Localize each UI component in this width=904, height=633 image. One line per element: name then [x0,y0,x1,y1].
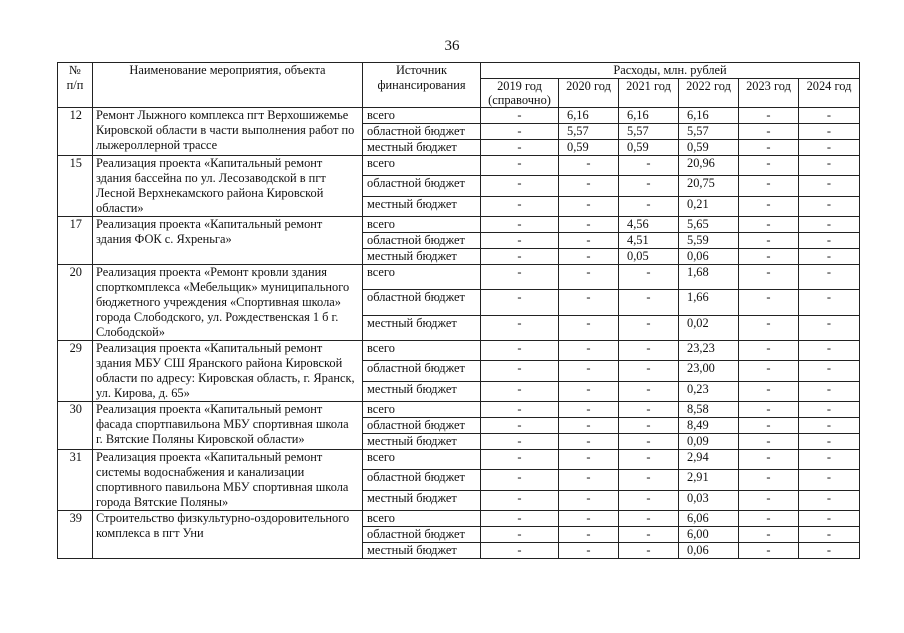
funding-source: всего [363,217,481,233]
funding-source: всего [363,511,481,527]
amount-cell: 8,49 [679,418,739,434]
amount-cell: - [799,361,860,381]
amount-cell: - [619,450,679,470]
amount-cell: - [739,470,799,490]
project-name: Реализация проекта «Капитальный ремонт системы водоснабжения и канализации спортивного павильона МБУ спортивная школа города Вятские Поляны» [93,450,363,511]
amount-cell: 4,51 [619,233,679,249]
amount-cell: - [619,511,679,527]
amount-cell: - [481,108,559,124]
amount-cell: - [739,217,799,233]
amount-cell: - [799,470,860,490]
amount-cell: - [481,249,559,265]
amount-cell: - [559,315,619,340]
amount-cell: - [619,196,679,216]
project-name: Реализация проекта «Капитальный ремонт здания ФОК с. Яхреньга» [93,217,363,265]
table-row [58,402,860,418]
project-name: Ремонт Лыжного комплекса пгт Верхошижемье Кировской области в части выполнения работ по лыжероллерной трассе [93,108,363,156]
amount-cell: - [559,176,619,196]
row-number: 30 [58,402,93,450]
amount-cell: - [481,315,559,340]
amount-cell: - [559,381,619,401]
amount-cell: - [619,402,679,418]
amount-cell: - [619,156,679,176]
amount-cell: - [559,361,619,381]
project-name: Реализация проекта «Ремонт кровли здания спорткомплекса «Мебельщик» муниципального бюджетного учреждения «Спортивная школа» города Слободского, ул. Рождественская 1 б г. Слободской» [93,265,363,341]
funding-source: областной бюджет [363,361,481,381]
amount-cell: - [481,402,559,418]
table-row [58,265,860,290]
amount-cell: - [799,233,860,249]
amount-cell: 23,23 [679,341,739,361]
amount-cell: - [799,290,860,315]
amount-cell: 6,16 [559,108,619,124]
amount-cell: - [739,402,799,418]
funding-source: местный бюджет [363,315,481,340]
amount-cell: - [739,341,799,361]
amount-cell: - [739,233,799,249]
amount-cell: - [739,265,799,290]
amount-cell: - [559,196,619,216]
amount-cell: - [481,341,559,361]
funding-source: всего [363,402,481,418]
row-number: 12 [58,108,93,156]
amount-cell: - [799,450,860,470]
table-row [58,108,860,124]
amount-cell: - [619,470,679,490]
amount-cell: 0,59 [559,140,619,156]
amount-cell: - [739,196,799,216]
amount-cell: - [481,290,559,315]
amount-cell: 2,94 [679,450,739,470]
row-number: 31 [58,450,93,511]
funding-source: областной бюджет [363,176,481,196]
amount-cell: - [481,418,559,434]
amount-cell: - [739,108,799,124]
header-year: 2024 год [799,79,860,108]
amount-cell: - [481,124,559,140]
amount-cell: 0,59 [619,140,679,156]
amount-cell: 6,06 [679,511,739,527]
project-name: Реализация проекта «Капитальный ремонт здания бассейна по ул. Лесозаводской в пгт Лесной Верхнекамского района Кировской области» [93,156,363,217]
amount-cell: - [559,402,619,418]
funding-source: местный бюджет [363,543,481,559]
amount-cell: - [481,490,559,510]
amount-cell: - [481,140,559,156]
amount-cell: - [799,124,860,140]
amount-cell: - [559,233,619,249]
amount-cell: - [559,341,619,361]
amount-cell: - [739,140,799,156]
funding-source: местный бюджет [363,434,481,450]
funding-source: областной бюджет [363,470,481,490]
amount-cell: - [739,361,799,381]
row-number: 39 [58,511,93,559]
amount-cell: - [559,511,619,527]
amount-cell: - [739,156,799,176]
amount-cell: - [559,434,619,450]
amount-cell: - [481,156,559,176]
amount-cell: - [799,511,860,527]
amount-cell: 0,05 [619,249,679,265]
amount-cell: - [619,176,679,196]
row-number: 17 [58,217,93,265]
header-year: 2023 год [739,79,799,108]
amount-cell: - [559,217,619,233]
amount-cell: - [799,140,860,156]
amount-cell: - [799,381,860,401]
amount-cell: 20,96 [679,156,739,176]
amount-cell: - [799,341,860,361]
amount-cell: 20,75 [679,176,739,196]
funding-source: областной бюджет [363,124,481,140]
amount-cell: - [799,402,860,418]
amount-cell: - [739,315,799,340]
amount-cell: - [739,249,799,265]
row-number: 15 [58,156,93,217]
amount-cell: 5,59 [679,233,739,249]
project-name: Реализация проекта «Капитальный ремонт здания МБУ СШ Яранского района Кировской области по адресу: Кировская область, г. Яранск, ул. Кирова, д. 65» [93,341,363,402]
amount-cell: 0,02 [679,315,739,340]
row-number: 29 [58,341,93,402]
amount-cell: - [619,543,679,559]
funding-source: всего [363,265,481,290]
amount-cell: - [619,361,679,381]
amount-cell: - [799,176,860,196]
amount-cell: - [481,233,559,249]
amount-cell: 0,06 [679,249,739,265]
amount-cell: - [481,196,559,216]
funding-source: местный бюджет [363,140,481,156]
funding-source: областной бюджет [363,418,481,434]
expenses-table [57,62,860,559]
amount-cell: 5,57 [679,124,739,140]
amount-cell: 0,23 [679,381,739,401]
amount-cell: - [799,527,860,543]
amount-cell: 6,00 [679,527,739,543]
amount-cell: - [481,434,559,450]
table-row [58,156,860,176]
amount-cell: 8,58 [679,402,739,418]
amount-cell: - [481,361,559,381]
amount-cell: - [799,490,860,510]
amount-cell: 1,68 [679,265,739,290]
amount-cell: - [799,418,860,434]
funding-source: местный бюджет [363,381,481,401]
amount-cell: - [481,470,559,490]
funding-source: всего [363,341,481,361]
header-name: Наименование мероприятия, объекта [93,63,363,108]
amount-cell: 2,91 [679,470,739,490]
header-num: № п/п [58,63,93,108]
amount-cell: - [481,265,559,290]
amount-cell: - [559,470,619,490]
amount-cell: - [481,511,559,527]
amount-cell: - [799,156,860,176]
amount-cell: - [619,290,679,315]
amount-cell: - [619,434,679,450]
table-row [58,511,860,527]
amount-cell: - [559,543,619,559]
amount-cell: - [739,124,799,140]
amount-cell: 0,03 [679,490,739,510]
amount-cell: 5,57 [619,124,679,140]
amount-cell: - [559,156,619,176]
amount-cell: - [799,196,860,216]
amount-cell: - [739,490,799,510]
amount-cell: 6,16 [619,108,679,124]
amount-cell: - [559,290,619,315]
funding-source: областной бюджет [363,290,481,315]
amount-cell: - [799,543,860,559]
amount-cell: - [739,434,799,450]
header-year: 2019 год (справочно) [481,79,559,108]
header-year: 2020 год [559,79,619,108]
amount-cell: 5,57 [559,124,619,140]
project-name: Реализация проекта «Капитальный ремонт фасада спортпавильона МБУ спортивная школа г. Вятские Поляны Кировской области» [93,402,363,450]
amount-cell: - [739,527,799,543]
project-name: Строительство физкультурно-оздоровительного комплекса в пгт Уни [93,511,363,559]
table-row [58,217,860,233]
amount-cell: - [619,381,679,401]
amount-cell: - [559,249,619,265]
amount-cell: 6,16 [679,108,739,124]
amount-cell: - [559,527,619,543]
amount-cell: - [619,527,679,543]
funding-source: местный бюджет [363,490,481,510]
table-row [58,341,860,361]
amount-cell: - [559,418,619,434]
amount-cell: - [739,511,799,527]
amount-cell: - [739,543,799,559]
amount-cell: - [619,315,679,340]
amount-cell: - [619,418,679,434]
amount-cell: 0,06 [679,543,739,559]
amount-cell: - [799,217,860,233]
header-year: 2021 год [619,79,679,108]
header-expenses: Расходы, млн. рублей [481,63,860,79]
amount-cell: 0,21 [679,196,739,216]
amount-cell: - [739,176,799,196]
amount-cell: - [481,543,559,559]
funding-source: местный бюджет [363,196,481,216]
header-source: Источник финансирования [363,63,481,108]
amount-cell: - [481,527,559,543]
amount-cell: - [739,418,799,434]
funding-source: областной бюджет [363,233,481,249]
amount-cell: - [481,176,559,196]
amount-cell: - [799,249,860,265]
funding-source: местный бюджет [363,249,481,265]
amount-cell: - [799,434,860,450]
amount-cell: - [619,265,679,290]
table-row [58,450,860,470]
amount-cell: - [799,315,860,340]
amount-cell: - [739,290,799,315]
amount-cell: - [799,108,860,124]
amount-cell: - [481,381,559,401]
amount-cell: 1,66 [679,290,739,315]
amount-cell: - [559,265,619,290]
amount-cell: - [619,341,679,361]
funding-source: областной бюджет [363,527,481,543]
row-number: 20 [58,265,93,341]
amount-cell: 0,59 [679,140,739,156]
header-year: 2022 год [679,79,739,108]
amount-cell: 0,09 [679,434,739,450]
page-number: 36 [444,38,460,54]
amount-cell: - [481,217,559,233]
amount-cell: - [739,450,799,470]
funding-source: всего [363,156,481,176]
funding-source: всего [363,108,481,124]
amount-cell: 23,00 [679,361,739,381]
amount-cell: - [799,265,860,290]
amount-cell: - [559,490,619,510]
amount-cell: - [739,381,799,401]
amount-cell: 4,56 [619,217,679,233]
amount-cell: - [481,450,559,470]
amount-cell: - [559,450,619,470]
amount-cell: 5,65 [679,217,739,233]
funding-source: всего [363,450,481,470]
amount-cell: - [619,490,679,510]
